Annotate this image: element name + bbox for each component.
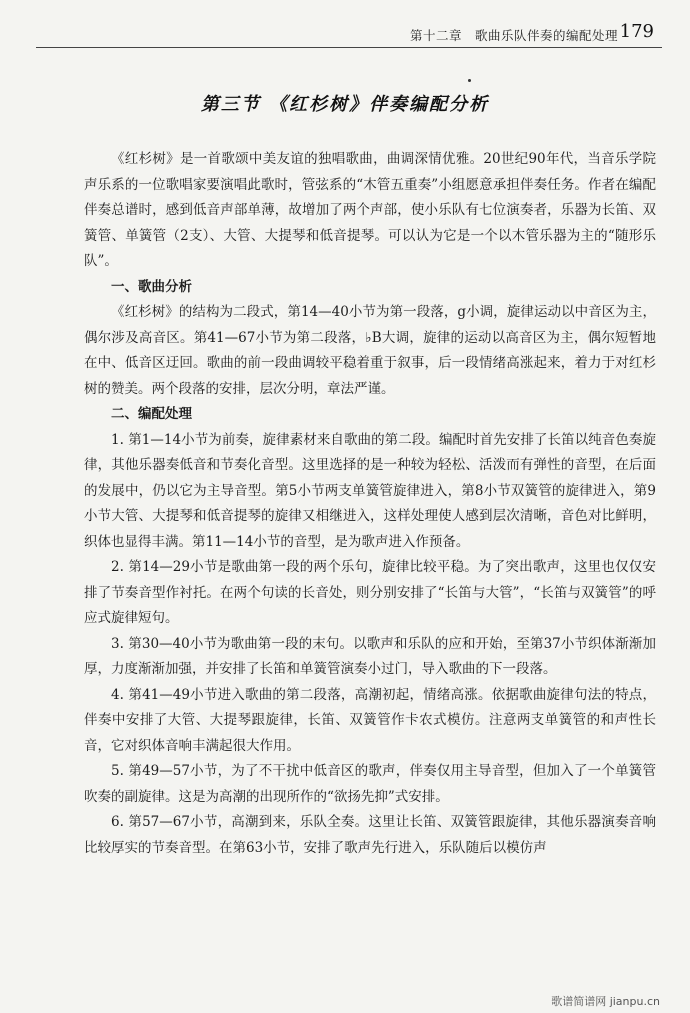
site-watermark: 歌谱简谱网 jianpu.cn	[551, 995, 660, 1008]
arrangement-item-1: 1. 第1—14小节为前奏，旋律素材来自歌曲的第二段。编配时首先安排了长笛以纯音色奏旋律，其他乐器奏低音和节奏化音型。这里选择的是一种较为轻松、活泼而有弹性的音型，在后面的发展中，仍以它为主导音型。第5小节两支单簧管旋律进入，第8小节双簧管的旋律进入，第9小节大管、大提琴和低音提琴的旋律又相继进入，这样处理使人感到层次清晰，音色对比鲜明，织体也显得丰满。第11—14小节的音型，是为歌声进入作预备。	[84, 431, 656, 550]
page-header	[0, 18, 690, 44]
body-text	[84, 147, 656, 861]
arrangement-item-5: 5. 第49—57小节，为了不干扰中低音区的歌声，伴奏仅用主导音型，但加入了一个单簧管吹奏的副旋律。这是为高潮的出现所作的“欲扬先抑”式安排。	[84, 763, 656, 805]
arrangement-item-4: 4. 第41—49小节进入歌曲的第二段落，高潮初起，情绪高涨。依据歌曲旋律句法的特点，伴奏中安排了大管、大提琴跟旋律，长笛、双簧管作卡农式模仿。注意两支单簧管的和声性长音，它对织体音响丰满起很大作用。	[84, 686, 656, 754]
heading-song-analysis: 一、歌曲分析	[111, 278, 192, 295]
arrangement-item-2: 2. 第14—29小节是歌曲第一段的两个乐句，旋律比较平稳。为了突出歌声，这里也仅仅安排了节奏音型作衬托。在两个句读的长音处，则分别安排了“长笛与大管”，“长笛与双簧管”的呼应式旋律短句。	[84, 559, 656, 626]
song-analysis-paragraph: 《红杉树》的结构为二段式，第14—40小节为第一段落，g小调，旋律运动以中音区为主，偶尔涉及高音区。第41—67小节为第二段落，♭B大调，旋律的运动以高音区为主，偶尔短暂地在中、低音区迂回。歌曲的前一段曲调较平稳着重于叙事，后一段情绪高涨起来，着力于对红杉树的赞美。两个段落的安排，层次分明，章法严谨。	[84, 304, 656, 397]
heading-arrangement: 二、编配处理	[111, 406, 192, 422]
running-head-chapter: 第十二章 歌曲乐队伴奏的编配处理	[409, 28, 618, 43]
section-title: 第三节 《红杉树》伴奏编配分析	[200, 94, 490, 115]
ink-speck	[468, 79, 471, 82]
arrangement-item-3: 3. 第30—40小节为歌曲第一段的末句。以歌声和乐队的应和开始，至第37小节织体渐渐加厚，力度渐渐加强，并安排了长笛和单簧管演奏小过门，导入歌曲的下一段落。	[84, 635, 656, 677]
page-number: 179	[619, 21, 654, 42]
intro-paragraph: 《红杉树》是一首歌颂中美友谊的独唱歌曲，曲调深情优雅。20世纪90年代，当音乐学院声乐系的一位歌唱家要演唱此歌时，管弦系的“木管五重奏”小组愿意承担伴奏任务。作者在编配伴奏总谱时，感到低音声部单薄，故增加了两个声部，使小乐队有七位演奏者，乐器为长笛、双簧管、单簧管（2支）、大管、大提琴和低音提琴。可以认为它是一个以木管乐器为主的“随形乐队”。	[84, 151, 656, 269]
arrangement-item-6: 6. 第57—67小节，高潮到来，乐队全奏。这里让长笛、双簧管跟旋律，其他乐器演奏音响比较厚实的节奏音型。在第63小节，安排了歌声先行进入，乐队随后以模仿声	[84, 814, 656, 856]
header-rule	[36, 47, 662, 48]
